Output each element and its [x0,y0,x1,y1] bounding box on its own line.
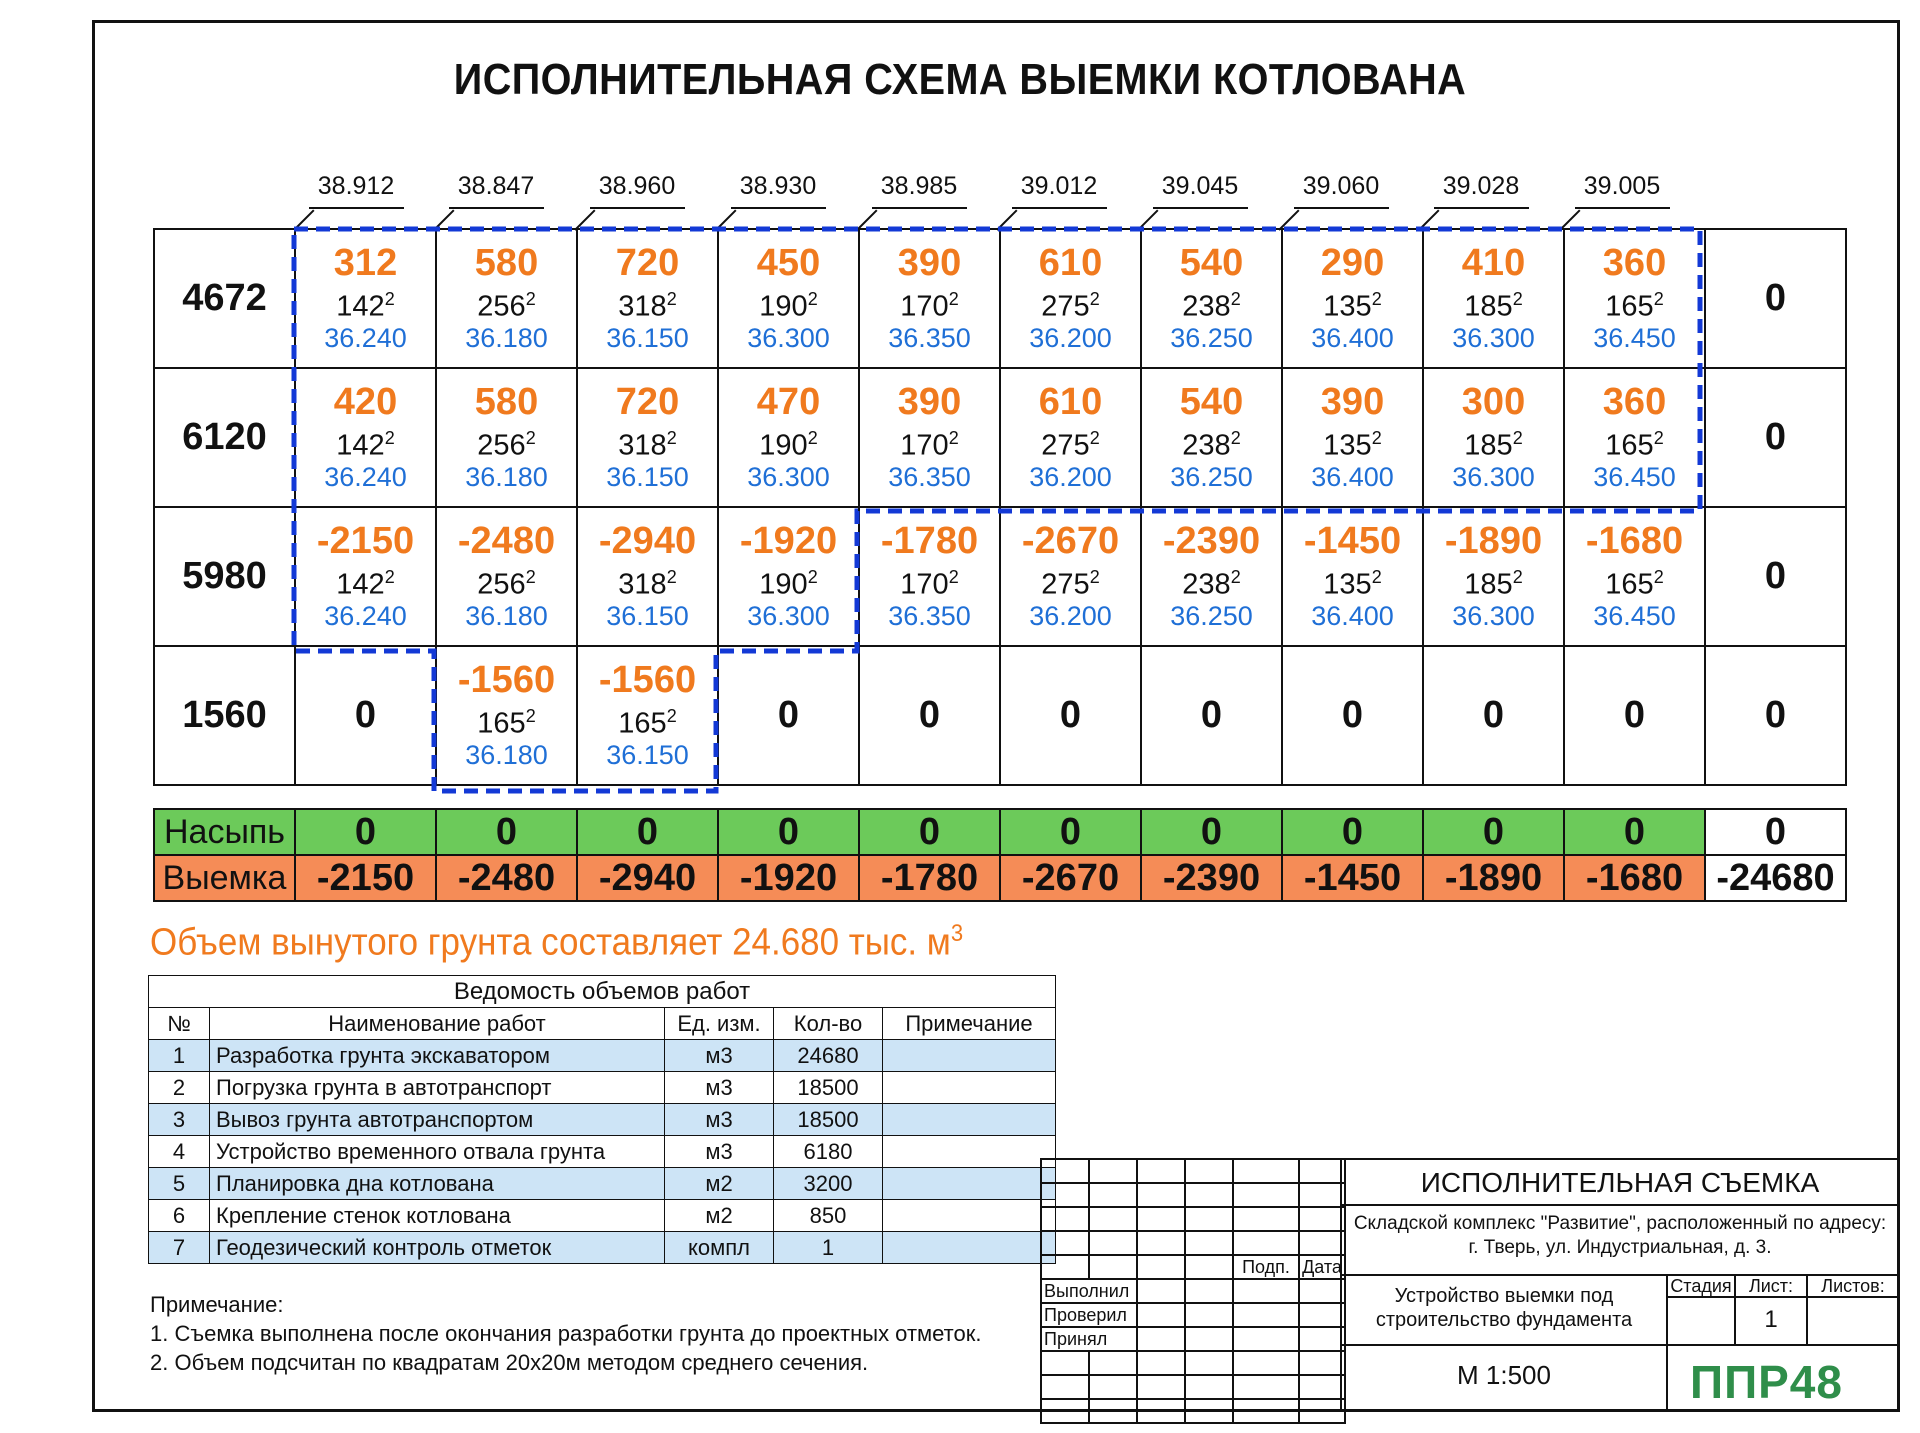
cell-area-value: 190 [759,568,808,601]
cell-area-value: 318 [618,429,667,462]
cell-volume: 470 [756,380,821,423]
cell-area-power: 2 [525,566,536,587]
cut-row-label: Выемка [154,855,295,901]
row-end-value: 0 [1705,368,1846,507]
cell-zero: 0 [354,694,377,736]
works-table-cell [883,1040,1056,1072]
cut-row-value: -1780 [859,855,1000,901]
fill-row-value: 0 [859,809,1000,855]
works-table-cell [883,1136,1056,1168]
stamp-role-2: Проверил [1041,1303,1137,1327]
fill-row-value: 0 [295,809,436,855]
fill-row-value: 0 [1564,809,1705,855]
cell-elevation: 36.240 [324,462,407,493]
cell-elevation: 36.350 [888,601,971,632]
cell-elevation: 36.350 [888,323,971,354]
cell-area-value: 170 [900,429,949,462]
cell-area-power: 2 [525,705,536,726]
works-table-header: № [149,1008,210,1040]
row-volume-total: 6120 [154,368,295,507]
cell-area-value: 238 [1182,568,1231,601]
works-table-row [149,1104,1056,1136]
works-table-cell: м3 [665,1072,774,1104]
cell-area-power: 2 [384,288,395,309]
works-table-cell: 4 [149,1136,210,1168]
elevation-label: 39.005 [1583,172,1661,200]
cell-area-value: 256 [477,429,526,462]
cell-volume: 360 [1602,380,1667,423]
cut-row-value: -2390 [1141,855,1282,901]
cell-elevation: 36.300 [747,462,830,493]
fill-row-value: 0 [1000,809,1141,855]
cell-volume: 410 [1461,241,1526,284]
works-table-cell: 5 [149,1168,210,1200]
stamp-title: ИСПОЛНИТЕЛЬНАЯ СЪЕМКА [1342,1160,1898,1206]
elevation-label: 38.847 [457,172,535,200]
cell-area-power: 2 [1512,427,1523,448]
works-table-cell: м2 [665,1200,774,1232]
works-volume-table [148,975,1056,1264]
works-table-cell [883,1200,1056,1232]
cell-area-value: 185 [1464,290,1513,323]
cell-area-power: 2 [666,427,677,448]
drawing-title: ИСПОЛНИТЕЛЬНАЯ СХЕМА ВЫЕМКИ КОТЛОВАНА [453,55,1467,104]
cell-area-value: 190 [759,429,808,462]
works-table-cell: Вывоз грунта автотранспортом [210,1104,665,1136]
cell-area-power: 2 [1512,566,1523,587]
cell-elevation: 36.250 [1170,462,1253,493]
cut-row-value: -1680 [1564,855,1705,901]
fill-row-value: 0 [1423,809,1564,855]
cell-area-value: 135 [1323,568,1372,601]
elevation-label: 39.028 [1442,172,1520,200]
cell-area-power: 2 [666,288,677,309]
works-table-row [149,1200,1056,1232]
works-table-header: Примечание [883,1008,1056,1040]
cell-zero: 0 [1482,694,1505,736]
works-table-header: Кол-во [774,1008,883,1040]
cell-zero: 0 [1623,694,1646,736]
works-table-cell: 18500 [774,1104,883,1136]
works-table-cell: 3 [149,1104,210,1136]
cell-volume: 420 [333,380,398,423]
cell-area-power: 2 [525,288,536,309]
cell-elevation: 36.300 [1452,601,1535,632]
cell-elevation: 36.450 [1593,462,1676,493]
fill-row-value: 0 [577,809,718,855]
works-table-cell: 2 [149,1072,210,1104]
works-table-cell [883,1072,1056,1104]
company-logo: ППР48 [1690,1356,1843,1408]
cell-volume: 540 [1179,241,1244,284]
elevation-label: 38.960 [598,172,676,200]
fill-row-value: 0 [718,809,859,855]
note-line-1: 1. Съемка выполнена после окончания разработки грунта до проектных отметок. [150,1321,982,1346]
cell-area-power: 2 [1653,566,1664,587]
fill-row-value: 0 [1141,809,1282,855]
cell-volume: -2940 [598,519,697,562]
cell-area-power: 2 [1230,288,1241,309]
cell-volume: 720 [615,241,680,284]
cell-area-power: 2 [1089,566,1100,587]
cell-area-value: 318 [618,290,667,323]
elevation-label: 38.930 [739,172,817,200]
cut-row-value: -2480 [436,855,577,901]
works-table-cell: 6180 [774,1136,883,1168]
cell-area-power: 2 [948,288,959,309]
stamp-sheet-label: Лист: [1748,1276,1794,1296]
works-table-cell: 7 [149,1232,210,1264]
cell-elevation: 36.200 [1029,462,1112,493]
cell-volume: 360 [1602,241,1667,284]
cell-elevation: 36.350 [888,462,971,493]
cell-elevation: 36.400 [1311,601,1394,632]
cell-elevation: 36.200 [1029,601,1112,632]
cell-elevation: 36.300 [747,323,830,354]
cell-volume: 312 [333,241,398,284]
cut-row-value: -2670 [1000,855,1141,901]
works-table-cell: Планировка дна котлована [210,1168,665,1200]
stamp-scale: М 1:500 [1457,1360,1551,1390]
cell-area-power: 2 [807,566,818,587]
works-table-cell: 1 [774,1232,883,1264]
cell-volume: 390 [1320,380,1385,423]
cell-elevation: 36.200 [1029,323,1112,354]
cut-row-total: -24680 [1705,855,1846,901]
cell-elevation: 36.180 [465,740,548,771]
cell-area-value: 238 [1182,290,1231,323]
stamp-object: Складской комплекс "Развитие", расположенный по адресу: г. Тверь, ул. Индустриальная, д. 3. [1353,1213,1887,1258]
elevation-label: 39.045 [1161,172,1239,200]
cell-elevation: 36.300 [747,601,830,632]
cell-elevation: 36.450 [1593,323,1676,354]
cell-area-power: 2 [1089,427,1100,448]
works-table-header: Ед. изм. [665,1008,774,1040]
fill-row-value: 0 [1282,809,1423,855]
works-table-cell: Погрузка грунта в автотранспорт [210,1072,665,1104]
cut-row-value: -1450 [1282,855,1423,901]
cell-area-power: 2 [1371,288,1382,309]
cell-area-value: 275 [1041,429,1090,462]
works-table-row [149,1232,1056,1264]
cell-area-value: 170 [900,568,949,601]
cell-volume: -1560 [457,658,556,701]
cell-volume: -2480 [457,519,556,562]
elevation-label: 38.912 [317,172,395,200]
cell-zero: 0 [1059,694,1082,736]
cell-area-power: 2 [1371,427,1382,448]
cell-area-value: 142 [336,290,385,323]
cell-volume: -2390 [1162,519,1261,562]
cell-area-power: 2 [1653,427,1664,448]
row-volume-total: 4672 [154,229,295,368]
cell-elevation: 36.250 [1170,601,1253,632]
works-table-cell: Разработка грунта экскаватором [210,1040,665,1072]
elevation-label: 39.060 [1302,172,1380,200]
works-table-cell: Крепление стенок котлована [210,1200,665,1232]
cell-elevation: 36.150 [606,323,689,354]
cell-area-value: 135 [1323,290,1372,323]
cell-elevation: 36.300 [1452,323,1535,354]
notes [150,1290,981,1377]
cut-row-value: -1890 [1423,855,1564,901]
cell-area-value: 135 [1323,429,1372,462]
works-table-row [149,1136,1056,1168]
works-table-cell: 6 [149,1200,210,1232]
excavated-volume-text: Объем вынутого грунта составляет 24.680 тыс. $м^3$ [150,920,964,964]
cell-area-power: 2 [525,427,536,448]
cell-area-value: 165 [1605,568,1654,601]
row-end-value: 0 [1705,229,1846,368]
fill-row-total: 0 [1705,809,1846,855]
cell-volume: -2150 [316,519,415,562]
works-table-cell: м3 [665,1040,774,1072]
stamp-stage-label: Стадия [1670,1276,1732,1296]
cell-elevation: 36.240 [324,601,407,632]
cell-area-power: 2 [1371,566,1382,587]
cell-area-value: 256 [477,568,526,601]
cell-area-power: 2 [1230,427,1241,448]
stamp-date: Дата [1299,1255,1345,1279]
cell-area-value: 185 [1464,429,1513,462]
cell-area-power: 2 [384,566,395,587]
row-volume-total: 1560 [154,646,295,785]
row-end-value: 0 [1705,646,1846,785]
cell-zero: 0 [777,694,800,736]
works-table-row [149,1040,1056,1072]
cell-area-value: 165 [1605,290,1654,323]
cut-row-value: -2150 [295,855,436,901]
cut-row-value: -1920 [718,855,859,901]
stamp-podp: Подп. [1233,1255,1299,1279]
works-table-header: Наименование работ [210,1008,665,1040]
stamp-role-3: Принял [1041,1327,1137,1351]
cell-volume: 290 [1320,241,1385,284]
volume-summary-table [153,808,1847,902]
cell-area-value: 165 [618,707,667,740]
works-table-row [149,1072,1056,1104]
cell-volume: 580 [474,380,539,423]
notes-heading: Примечание: [150,1292,284,1317]
cell-zero: 0 [1200,694,1223,736]
cell-area-power: 2 [1089,288,1100,309]
elevation-label: 39.012 [1020,172,1098,200]
works-table-row [149,1168,1056,1200]
cell-elevation: 36.400 [1311,323,1394,354]
works-table-cell: м3 [665,1136,774,1168]
cell-area-power: 2 [948,566,959,587]
cell-volume: -1560 [598,658,697,701]
cell-area-power: 2 [948,427,959,448]
cell-volume: 300 [1461,380,1526,423]
cell-area-value: 275 [1041,568,1090,601]
cell-area-value: 318 [618,568,667,601]
works-table-cell [883,1232,1056,1264]
cell-area-value: 275 [1041,290,1090,323]
cell-volume: 390 [897,380,962,423]
cell-elevation: 36.150 [606,740,689,771]
cell-volume: 720 [615,380,680,423]
row-end-value: 0 [1705,507,1846,646]
cell-area-value: 170 [900,290,949,323]
cell-volume: -1680 [1585,519,1684,562]
cell-area-value: 165 [1605,429,1654,462]
works-table-cell: Устройство временного отвала грунта [210,1136,665,1168]
elevation-label: 38.985 [880,172,958,200]
cell-volume: 450 [756,241,821,284]
cell-elevation: 36.180 [465,601,548,632]
cell-volume: -1890 [1444,519,1543,562]
cell-volume: 540 [1179,380,1244,423]
stamp-work: Устройство выемки под строительство фундамента [1375,1285,1633,1331]
cell-volume: 390 [897,241,962,284]
works-table-cell: 18500 [774,1072,883,1104]
cell-elevation: 36.150 [606,601,689,632]
cell-volume: 610 [1038,380,1103,423]
cell-elevation: 36.240 [324,323,407,354]
fill-row-value: 0 [436,809,577,855]
works-table-cell: 1 [149,1040,210,1072]
cell-elevation: 36.250 [1170,323,1253,354]
works-table-caption: Ведомость объемов работ [149,976,1056,1008]
cell-elevation: 36.300 [1452,462,1535,493]
cell-volume: -1920 [739,519,838,562]
cell-volume: -2670 [1021,519,1120,562]
cell-elevation: 36.180 [465,462,548,493]
cell-area-value: 142 [336,568,385,601]
cell-volume: 610 [1038,241,1103,284]
cell-zero: 0 [918,694,941,736]
cell-area-value: 256 [477,290,526,323]
fill-row-label: Насыпь [154,809,295,855]
cell-elevation: 36.150 [606,462,689,493]
cell-area-power: 2 [807,288,818,309]
stamp-role-1: Выполнил [1041,1279,1137,1303]
cut-row-value: -2940 [577,855,718,901]
works-table-cell: 24680 [774,1040,883,1072]
cell-area-power: 2 [666,566,677,587]
cell-area-power: 2 [666,705,677,726]
stamp-sheets-label: Листов: [1821,1276,1885,1296]
works-table-cell [883,1168,1056,1200]
works-table-cell [883,1104,1056,1136]
cell-area-value: 185 [1464,568,1513,601]
works-table-cell: м3 [665,1104,774,1136]
cell-elevation: 36.450 [1593,601,1676,632]
row-volume-total: 5980 [154,507,295,646]
cell-area-power: 2 [384,427,395,448]
title-block-grid [1040,1158,1346,1424]
works-table-cell: м2 [665,1168,774,1200]
cell-area-value: 238 [1182,429,1231,462]
cell-area-power: 2 [1512,288,1523,309]
cell-area-value: 190 [759,290,808,323]
cell-elevation: 36.400 [1311,462,1394,493]
cell-volume: -1780 [880,519,979,562]
cell-area-value: 165 [477,707,526,740]
cell-zero: 0 [1341,694,1364,736]
cell-volume: 580 [474,241,539,284]
cell-elevation: 36.180 [465,323,548,354]
works-table-cell: 850 [774,1200,883,1232]
cell-area-power: 2 [1653,288,1664,309]
cell-area-value: 142 [336,429,385,462]
note-line-2: 2. Объем подсчитан по квадратам 20х20м методом среднего сечения. [150,1350,869,1375]
cell-area-power: 2 [807,427,818,448]
works-table-cell: Геодезический контроль отметок [210,1232,665,1264]
works-table-cell: 3200 [774,1168,883,1200]
stamp-sheet-value: 1 [1764,1306,1778,1333]
cell-area-power: 2 [1230,566,1241,587]
works-table-cell: компл [665,1232,774,1264]
cell-volume: -1450 [1303,519,1402,562]
